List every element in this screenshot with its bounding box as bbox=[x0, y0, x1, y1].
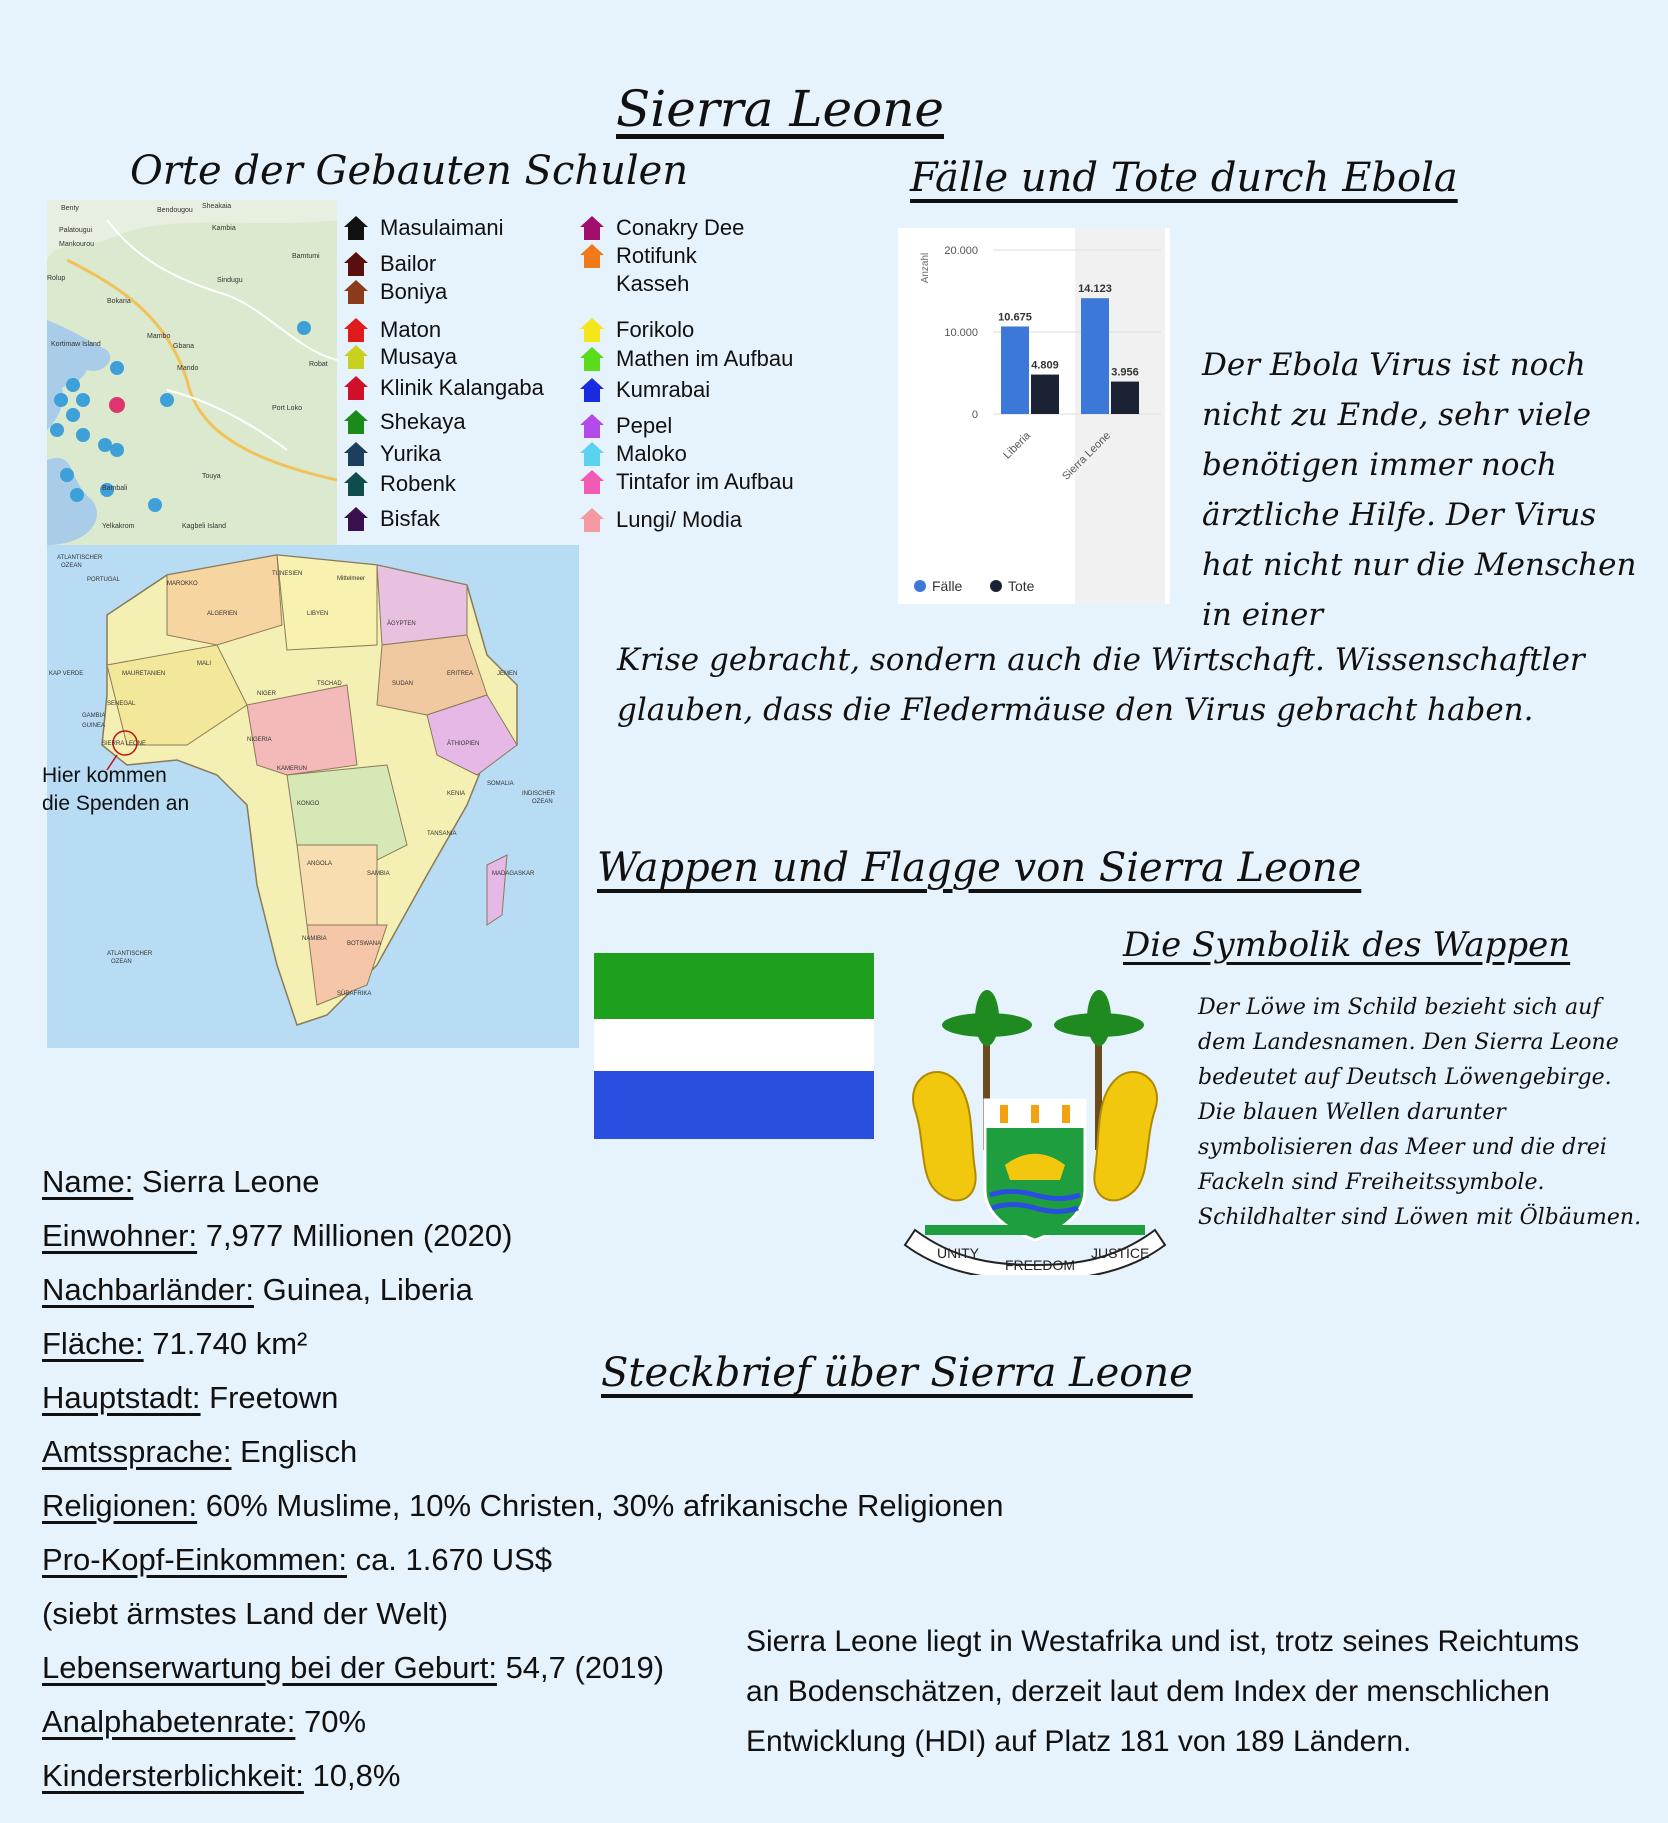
svg-text:Port Loko: Port Loko bbox=[272, 405, 302, 412]
fact-label: Religionen: bbox=[42, 1488, 198, 1523]
legend-label: Mathen im Aufbau bbox=[616, 346, 794, 371]
house-icon bbox=[342, 408, 370, 436]
svg-text:SENEGAL: SENEGAL bbox=[107, 701, 136, 707]
house-icon bbox=[342, 505, 370, 533]
fact-label: Fläche: bbox=[42, 1326, 144, 1361]
fact-value: 71.740 km² bbox=[143, 1326, 308, 1361]
svg-text:NIGERIA: NIGERIA bbox=[247, 737, 272, 743]
house-icon bbox=[578, 376, 606, 404]
svg-text:OZEAN: OZEAN bbox=[532, 799, 553, 805]
chart-bar bbox=[1081, 298, 1109, 414]
fact-label: Lebenserwartung bei der Geburt: bbox=[42, 1650, 497, 1685]
legend-item bbox=[342, 470, 456, 498]
house-icon bbox=[342, 470, 370, 498]
chart-ytick-label: 20.000 bbox=[944, 245, 978, 257]
motto-unity: UNITY bbox=[937, 1245, 979, 1261]
house-icon bbox=[342, 316, 370, 344]
chart-data-label: 14.123 bbox=[1078, 283, 1112, 296]
svg-text:ANGOLA: ANGOLA bbox=[307, 861, 333, 867]
fact-value: Sierra Leone bbox=[133, 1164, 320, 1199]
svg-text:KAMERUN: KAMERUN bbox=[277, 766, 308, 772]
house-icon bbox=[342, 278, 370, 306]
house-icon bbox=[578, 345, 606, 373]
svg-text:Mando: Mando bbox=[177, 365, 199, 372]
fact-row bbox=[42, 1317, 1042, 1371]
chart-bar bbox=[1031, 375, 1059, 414]
chart-legend-marker bbox=[990, 580, 1002, 592]
house-icon bbox=[578, 242, 606, 270]
chart-xtick-label: Liberia bbox=[1001, 429, 1034, 462]
legend-item bbox=[578, 412, 672, 440]
svg-text:GAMBIA: GAMBIA bbox=[82, 713, 106, 719]
flag-heading: Wappen und Flagge von Sierra Leone bbox=[597, 845, 1362, 891]
legend-label: Maloko bbox=[616, 441, 687, 466]
svg-text:Mambo: Mambo bbox=[147, 333, 171, 340]
chart-data-label: 10.675 bbox=[998, 311, 1032, 324]
legend-item bbox=[578, 214, 744, 242]
svg-text:KAP VERDE: KAP VERDE bbox=[49, 671, 84, 677]
svg-text:TUNESIEN: TUNESIEN bbox=[272, 571, 303, 577]
svg-text:ÄGYPTEN: ÄGYPTEN bbox=[387, 621, 416, 627]
house-icon bbox=[342, 250, 370, 278]
svg-text:Bambali: Bambali bbox=[102, 485, 128, 492]
ebola-heading: Fälle und Tote durch Ebola bbox=[910, 155, 1458, 201]
svg-text:ATLANTISCHER: ATLANTISCHER bbox=[57, 555, 103, 561]
svg-text:OZEAN: OZEAN bbox=[61, 563, 82, 569]
legend-label: Kasseh bbox=[616, 271, 690, 296]
fact-label: Amtssprache: bbox=[42, 1434, 232, 1469]
legend-label: Musaya bbox=[380, 344, 458, 369]
svg-text:Bamtumi: Bamtumi bbox=[292, 253, 320, 260]
svg-text:TSCHAD: TSCHAD bbox=[317, 681, 342, 687]
svg-text:Yelkakrom: Yelkakrom bbox=[102, 523, 135, 530]
svg-text:Rolup: Rolup bbox=[47, 275, 66, 282]
svg-text:ERITREA: ERITREA bbox=[447, 671, 474, 677]
schools-heading: Orte der Gebauten Schulen bbox=[130, 148, 689, 194]
svg-text:ATLANTISCHER: ATLANTISCHER bbox=[107, 951, 153, 957]
legend-label: Rotifunk bbox=[616, 243, 697, 268]
legend-item bbox=[578, 345, 793, 373]
flag-stripe-white bbox=[594, 1019, 874, 1071]
house-icon bbox=[578, 506, 606, 534]
svg-text:INDISCHER: INDISCHER bbox=[522, 791, 556, 797]
svg-text:Mittelmeer: Mittelmeer bbox=[337, 576, 366, 582]
svg-text:Kagbeli Island: Kagbeli Island bbox=[182, 523, 226, 530]
fact-row bbox=[42, 1371, 1042, 1425]
chart-legend-label: Fälle bbox=[932, 578, 963, 594]
svg-text:KONGO: KONGO bbox=[297, 801, 320, 807]
legend-item bbox=[342, 278, 447, 306]
fact-value: 54,7 (2019) bbox=[496, 1650, 665, 1685]
legend-label: Yurika bbox=[380, 441, 442, 466]
house-icon bbox=[578, 214, 606, 242]
svg-text:Gbana: Gbana bbox=[173, 343, 195, 350]
fact-value: 7,977 Millionen (2020) bbox=[197, 1218, 513, 1253]
fact-value: 70% bbox=[295, 1704, 367, 1739]
legend-item bbox=[578, 316, 694, 344]
legend-item bbox=[342, 343, 457, 371]
legend-item bbox=[578, 440, 687, 468]
svg-text:BOTSWANA: BOTSWANA bbox=[347, 941, 382, 947]
chart-ylabel: Anzahl bbox=[920, 252, 931, 284]
svg-text:Kambia: Kambia bbox=[212, 225, 236, 232]
ebola-text-bottom: Krise gebracht, sondern auch die Wirtschaft. Wissenschaftler glauben, dass die Fledermäuse den Virus gebracht haben. bbox=[617, 642, 1585, 728]
donation-note: Hier kommen die Spenden an bbox=[42, 764, 190, 815]
ebola-chart bbox=[898, 228, 1170, 604]
svg-text:NAMIBIA: NAMIBIA bbox=[302, 936, 327, 942]
fact-label: Nachbarländer: bbox=[42, 1272, 254, 1307]
legend-label: Conakry Dee bbox=[616, 215, 745, 240]
house-icon bbox=[342, 214, 370, 242]
chart-legend-label: Tote bbox=[1008, 578, 1035, 594]
house-icon bbox=[342, 440, 370, 468]
hdi-note: Sierra Leone liegt in Westafrika und ist, trotz seines Reichtums an Bodenschätzen, derzeit laut dem Index der menschlichen Entwicklung (HDI) auf Platz 181 von 189 Ländern. bbox=[746, 1625, 1580, 1758]
chart-bar bbox=[1001, 326, 1029, 414]
chart-legend-marker bbox=[914, 580, 926, 592]
fact-label: Kindersterblichkeit: bbox=[42, 1758, 304, 1793]
legend-label: Masulaimani bbox=[380, 215, 504, 240]
svg-text:Palatougui: Palatougui bbox=[59, 227, 93, 234]
fact-value: ca. 1.670 US$ bbox=[346, 1542, 553, 1577]
school-locations-map[interactable] bbox=[47, 200, 337, 545]
svg-text:MAURETANIEN: MAURETANIEN bbox=[122, 671, 166, 677]
fact-value: Freetown bbox=[200, 1380, 339, 1415]
fact-row bbox=[42, 1209, 1042, 1263]
fact-label: Einwohner: bbox=[42, 1218, 198, 1253]
legend-item bbox=[578, 376, 710, 404]
svg-text:SUDAN: SUDAN bbox=[392, 681, 414, 687]
fact-value: Guinea, Liberia bbox=[253, 1272, 473, 1307]
house-icon bbox=[578, 316, 606, 344]
svg-text:Robat: Robat bbox=[309, 361, 328, 368]
fact-value: (siebt ärmstes Land der Welt) bbox=[42, 1596, 449, 1631]
motto-justice: JUSTICE bbox=[1091, 1245, 1150, 1261]
legend-item bbox=[342, 440, 441, 468]
svg-text:Bendougou: Bendougou bbox=[157, 207, 193, 214]
legend-label: Klinik Kalangaba bbox=[380, 375, 544, 400]
fact-label: Hauptstadt: bbox=[42, 1380, 201, 1415]
fact-row bbox=[42, 1425, 1042, 1479]
legend-item bbox=[342, 214, 504, 242]
svg-text:SIERRA LEONE: SIERRA LEONE bbox=[102, 741, 147, 747]
legend-label: Shekaya bbox=[380, 409, 466, 434]
legend-item bbox=[342, 505, 440, 533]
svg-text:PORTUGAL: PORTUGAL bbox=[87, 577, 120, 583]
ebola-text-side: Der Ebola Virus ist noch nicht zu Ende, sehr viele benötigen immer noch ärztliche Hilfe. Der Virus hat nicht nur die Menschen in einer bbox=[1202, 347, 1637, 633]
legend-item bbox=[342, 250, 436, 278]
sierra-leone-flag bbox=[594, 953, 874, 1139]
house-icon bbox=[342, 343, 370, 371]
fact-value: Englisch bbox=[231, 1434, 358, 1469]
legend-label: Bisfak bbox=[380, 506, 440, 531]
house-icon bbox=[578, 270, 606, 298]
fact-label: Pro-Kopf-Einkommen: bbox=[42, 1542, 347, 1577]
flag-stripe-green bbox=[594, 953, 874, 1019]
svg-text:TANSANIA: TANSANIA bbox=[427, 831, 457, 837]
svg-text:GUINEA: GUINEA bbox=[82, 723, 106, 729]
fact-value: 60% Muslime, 10% Christen, 30% afrikanische Religionen bbox=[197, 1488, 1004, 1523]
coat-text: Der Löwe im Schild bezieht sich auf dem Landesnamen. Den Sierra Leone bedeutet auf Deutsch Löwengebirge. Die blauen Wellen darunter symbolisieren das Meer und die drei Fackeln sind Freiheitssymbole. Schildhalter sind Löwen mit Ölbäumen. bbox=[1198, 995, 1642, 1230]
school-map-graphic bbox=[47, 200, 337, 545]
svg-text:KENIA: KENIA bbox=[447, 791, 466, 797]
fact-row bbox=[42, 1155, 1042, 1209]
legend-label: Bailor bbox=[380, 251, 437, 276]
svg-text:MAROKKO: MAROKKO bbox=[167, 581, 198, 587]
ebola-chart-svg bbox=[898, 228, 1170, 604]
coat-heading: Die Symbolik des Wappen bbox=[1123, 925, 1571, 965]
svg-text:OZEAN: OZEAN bbox=[111, 959, 132, 965]
motto-freedom: FREEDOM bbox=[1005, 1257, 1075, 1273]
flag-stripe-blue bbox=[594, 1071, 874, 1139]
svg-text:Sindugu: Sindugu bbox=[217, 277, 243, 284]
fact-value: 10,8% bbox=[303, 1758, 401, 1793]
fact-row bbox=[42, 1263, 1042, 1317]
house-icon bbox=[578, 440, 606, 468]
chart-ytick-label: 0 bbox=[971, 409, 978, 421]
legend-item bbox=[578, 468, 794, 496]
legend-label: Kumrabai bbox=[616, 377, 711, 402]
svg-text:Sheakaia: Sheakaia bbox=[202, 203, 232, 210]
svg-text:Kortimaw Island: Kortimaw Island bbox=[51, 341, 101, 348]
chart-bar bbox=[1111, 382, 1139, 414]
svg-text:ALGERIEN: ALGERIEN bbox=[207, 611, 238, 617]
svg-text:LIBYEN: LIBYEN bbox=[307, 611, 329, 617]
chart-xtick-label: Sierra Leone bbox=[1060, 429, 1114, 483]
fact-label: Analphabetenrate: bbox=[42, 1704, 296, 1739]
fact-row bbox=[42, 1533, 1042, 1587]
fact-row bbox=[42, 1479, 1042, 1533]
svg-text:JEMEN: JEMEN bbox=[497, 671, 518, 677]
legend-item bbox=[578, 506, 742, 534]
svg-text:NIGER: NIGER bbox=[257, 691, 277, 697]
svg-text:Mankourou: Mankourou bbox=[59, 241, 95, 248]
fact-label: Name: bbox=[42, 1164, 134, 1199]
legend-item bbox=[578, 242, 697, 270]
legend-label: Maton bbox=[380, 317, 442, 342]
legend-item bbox=[342, 374, 544, 402]
legend-label: Robenk bbox=[380, 471, 456, 496]
svg-text:MALI: MALI bbox=[197, 661, 212, 667]
legend-label: Forikolo bbox=[616, 317, 695, 342]
house-icon bbox=[578, 468, 606, 496]
legend-item bbox=[342, 316, 441, 344]
legend-item bbox=[578, 270, 689, 298]
legend-label: Lungi/ Modia bbox=[616, 507, 742, 532]
profile-heading: Steckbrief über Sierra Leone bbox=[601, 1350, 1193, 1396]
legend-label: Pepel bbox=[616, 413, 673, 438]
svg-text:MADAGASKAR: MADAGASKAR bbox=[492, 871, 535, 877]
svg-text:SOMALIA: SOMALIA bbox=[487, 781, 514, 787]
chart-data-label: 3.956 bbox=[1111, 366, 1139, 379]
svg-text:SÜDAFRIKA: SÜDAFRIKA bbox=[337, 991, 372, 997]
svg-text:Touya: Touya bbox=[202, 473, 221, 480]
svg-text:Benty: Benty bbox=[61, 205, 79, 212]
page-title: Sierra Leone bbox=[615, 80, 945, 138]
svg-text:SAMBIA: SAMBIA bbox=[367, 871, 390, 877]
legend-item bbox=[342, 408, 466, 436]
legend-label: Tintafor im Aufbau bbox=[616, 469, 794, 494]
house-icon bbox=[342, 374, 370, 402]
legend-label: Boniya bbox=[380, 279, 448, 304]
svg-text:Bokaria: Bokaria bbox=[107, 298, 131, 305]
chart-data-label: 4.809 bbox=[1031, 359, 1059, 372]
house-icon bbox=[578, 412, 606, 440]
chart-ytick-label: 10.000 bbox=[944, 327, 978, 339]
svg-text:ÄTHIOPIEN: ÄTHIOPIEN bbox=[447, 741, 480, 747]
